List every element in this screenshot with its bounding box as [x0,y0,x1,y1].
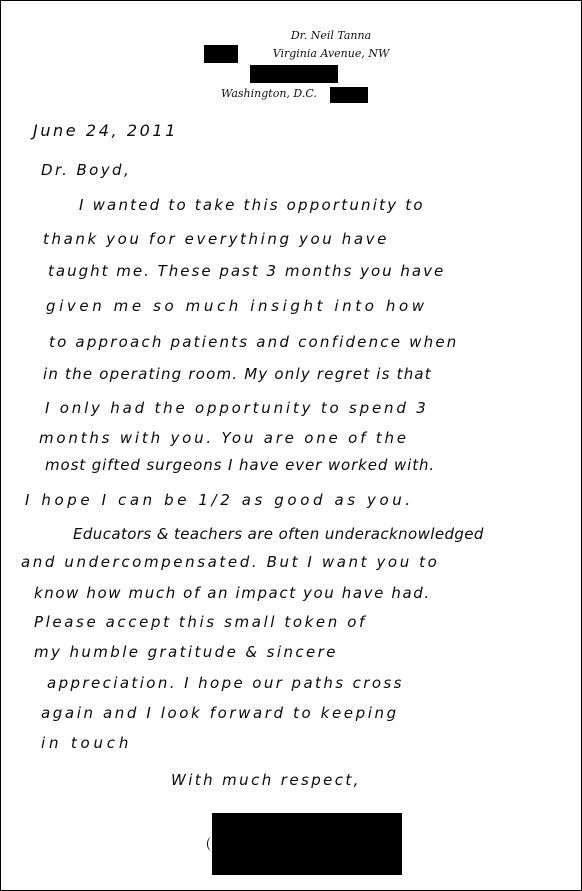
body-line: I wanted to take this opportunity to [79,196,425,214]
body-line: in the operating room. My only regret is that [43,365,432,383]
body-line: my humble gratitude & sincere [34,643,338,661]
redaction-zip [330,87,368,103]
body-line: most gifted surgeons I have ever worked with. [45,456,436,474]
body-line: appreciation. I hope our paths cross [47,674,404,692]
closing: With much respect, [171,771,361,789]
redaction-address-line [250,65,338,83]
body-line: Educators & teachers are often underacknowledged [73,525,484,543]
body-line: I hope I can be 1/2 as good as you. [25,491,414,509]
body-line: taught me. These past 3 months you have [48,262,446,280]
body-line: know how much of an impact you have had. [34,584,431,602]
body-line: thank you for everything you have [43,230,389,248]
body-line: in touch [41,734,133,752]
body-line: I only had the opportunity to spend 3 [45,399,429,417]
signature-stroke [207,837,216,851]
body-line: again and I look forward to keeping [41,704,399,722]
body-line: Please accept this small token of [34,613,367,631]
letterhead-name: Dr. Neil Tanna [290,29,372,42]
body-line: months with you. You are one of the [39,429,409,447]
redaction-signature [212,813,402,875]
body-line: to approach patients and confidence when [49,333,459,351]
body-line: given me so much insight into how [46,297,428,315]
body-line: and undercompensated. But I want you to [21,553,440,571]
letterhead-street: Virginia Avenue, NW [272,47,390,60]
letterhead-city: Washington, D.C. [221,87,317,100]
salutation: Dr. Boyd, [41,161,132,179]
letter-date: June 24, 2011 [33,121,178,140]
